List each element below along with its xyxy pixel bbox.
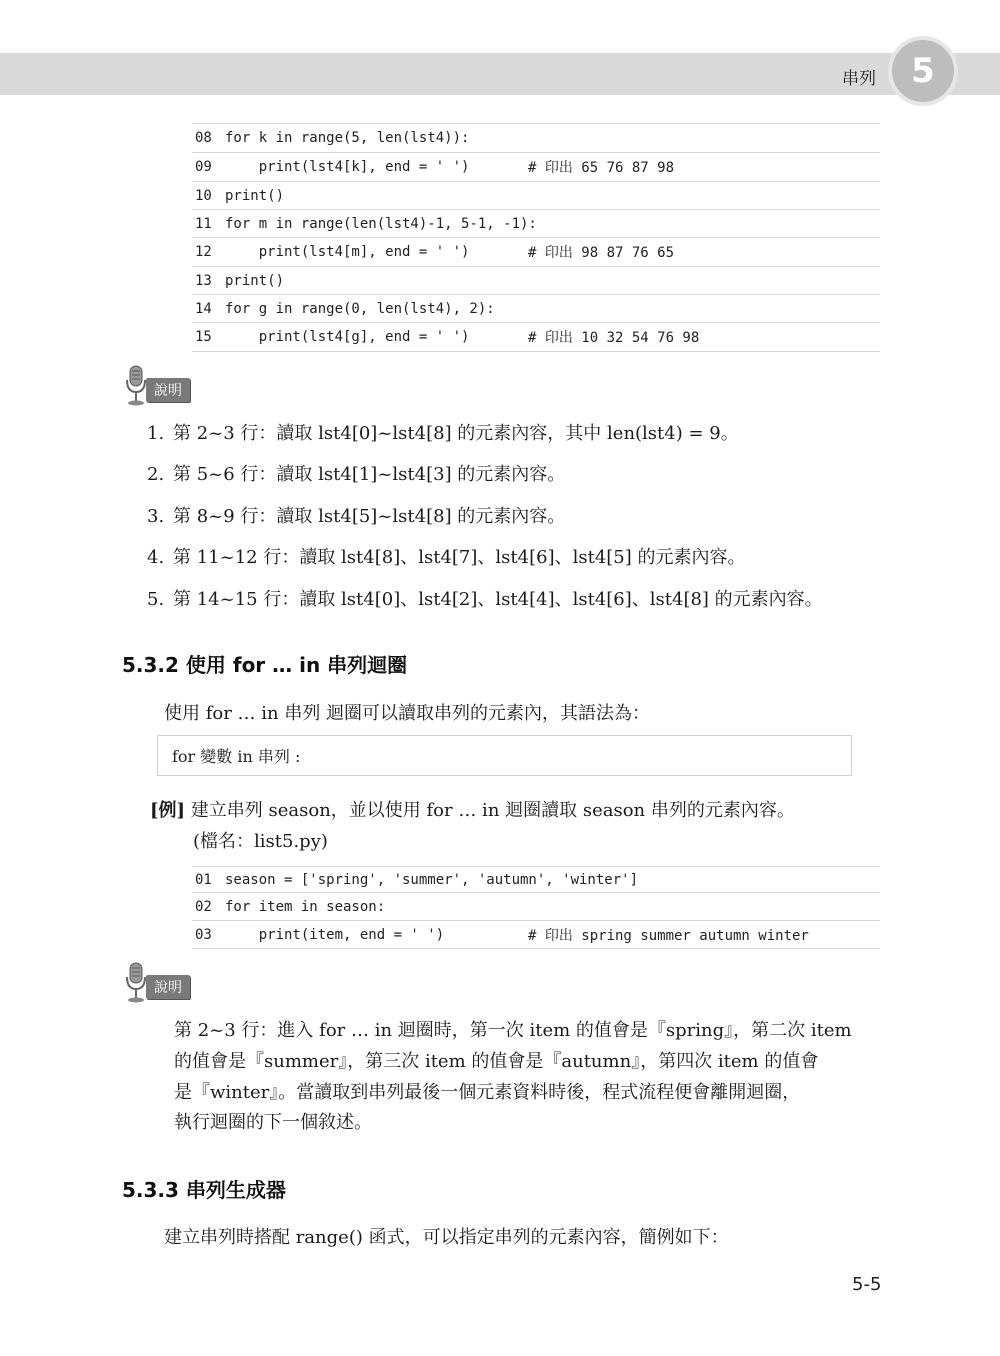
note-paragraph-line: 第 2~3 行：進入 for … in 迴圈時，第一次 item 的值會是『spring』，第二次 item <box>174 1020 852 1041</box>
section-heading-5-3-2: 5.3.2 使用 for … in 串列迴圈 <box>122 653 408 677</box>
list-item: 4. 第 11~12 行：讀取 lst4[8]、lst4[7]、lst4[6]、lst4[5] 的元素內容。 <box>147 547 746 568</box>
code-line <box>192 238 880 267</box>
note-label: 說明 <box>146 975 190 999</box>
code-text: print(item, end = ' ') <box>225 926 445 943</box>
page-number: 5-5 <box>852 1274 882 1295</box>
code-text: for k in range(5, len(lst4)): <box>225 130 470 146</box>
code-text: print() <box>225 187 285 204</box>
code-text: for item in season: <box>225 898 386 915</box>
code-line <box>192 153 880 182</box>
note-paragraph-line: 執行迴圈的下一個敘述。 <box>174 1112 372 1133</box>
code-line <box>192 867 880 893</box>
list-item: 1. 第 2~3 行：讀取 lst4[0]~lst4[8] 的元素內容，其中 len(lst4) = 9。 <box>147 423 739 444</box>
list-item: 2. 第 5~6 行：讀取 lst4[1]~lst4[3] 的元素內容。 <box>147 464 566 485</box>
example-line <box>150 796 795 822</box>
code-text: for g in range(0, len(lst4), 2): <box>225 300 495 317</box>
code-text: for m in range(len(lst4)-1, 5-1, -1): <box>225 215 537 232</box>
line-number: 10 <box>195 187 212 204</box>
list-item: 3. 第 8~9 行：讀取 lst4[5]~lst4[8] 的元素內容。 <box>147 506 566 527</box>
code-text: print(lst4[m], end = ' ') <box>225 244 470 260</box>
line-number: 09 <box>195 159 212 175</box>
code-block-2 <box>192 866 880 949</box>
code-block-1 <box>192 123 880 352</box>
list-item: 5. 第 14~15 行：讀取 lst4[0]、lst4[2]、lst4[4]、lst4[6]、lst4[8] 的元素內容。 <box>147 589 823 610</box>
code-comment: # 印出 10 32 54 76 98 <box>528 330 700 346</box>
note-paragraph-line: 的值會是『summer』，第三次 item 的值會是『autumn』，第四次 item 的值會 <box>174 1051 819 1072</box>
code-line <box>192 323 880 352</box>
section-intro: 建立串列時搭配 range() 函式，可以指定串列的元素內容，簡例如下： <box>164 1227 729 1248</box>
code-line <box>192 182 880 210</box>
section-intro: 使用 for … in 串列 迴圈可以讀取串列的元素內，其語法為： <box>164 703 651 724</box>
line-number: 12 <box>195 244 212 260</box>
code-comment: # 印出 98 87 76 65 <box>528 245 675 261</box>
syntax-text: for 變數 in 串列 : <box>172 747 301 766</box>
code-line <box>192 893 880 921</box>
code-line <box>192 295 880 323</box>
note-badge <box>124 364 190 406</box>
code-line <box>192 210 880 238</box>
line-number: 02 <box>195 898 212 915</box>
line-number: 11 <box>195 215 212 232</box>
code-text: print(lst4[k], end = ' ') <box>225 159 470 175</box>
line-number: 01 <box>195 871 212 888</box>
example-filename: (檔名：list5.py) <box>193 831 328 852</box>
syntax-box <box>157 735 852 776</box>
code-text: print(lst4[g], end = ' ') <box>225 329 470 345</box>
code-line <box>192 124 880 153</box>
chapter-number: 5 <box>911 51 935 91</box>
example-label: [例] <box>150 800 186 821</box>
line-number: 15 <box>195 329 212 345</box>
code-text: print() <box>225 272 285 289</box>
example-text: 建立串列 season，並以使用 for … in 迴圈讀取 season 串列的元素內容。 <box>190 800 795 821</box>
note-label: 說明 <box>146 378 190 402</box>
code-text: season = ['spring', 'summer', 'autumn', 'winter'] <box>225 871 639 888</box>
chapter-title: 串列 <box>842 69 876 89</box>
line-number: 13 <box>195 272 212 289</box>
section-heading-5-3-3: 5.3.3 串列生成器 <box>122 1178 286 1202</box>
code-comment: # 印出 spring summer autumn winter <box>528 927 809 944</box>
line-number: 14 <box>195 300 212 317</box>
code-comment: # 印出 65 76 87 98 <box>528 160 675 176</box>
code-line <box>192 267 880 295</box>
chapter-number-badge <box>888 36 958 106</box>
note-badge <box>124 961 190 1003</box>
note-paragraph-line: 是『winter』。當讀取到串列最後一個元素資料時後，程式流程便會離開迴圈， <box>174 1082 801 1103</box>
line-number: 08 <box>195 130 212 146</box>
line-number: 03 <box>195 926 212 943</box>
code-line <box>192 921 880 949</box>
